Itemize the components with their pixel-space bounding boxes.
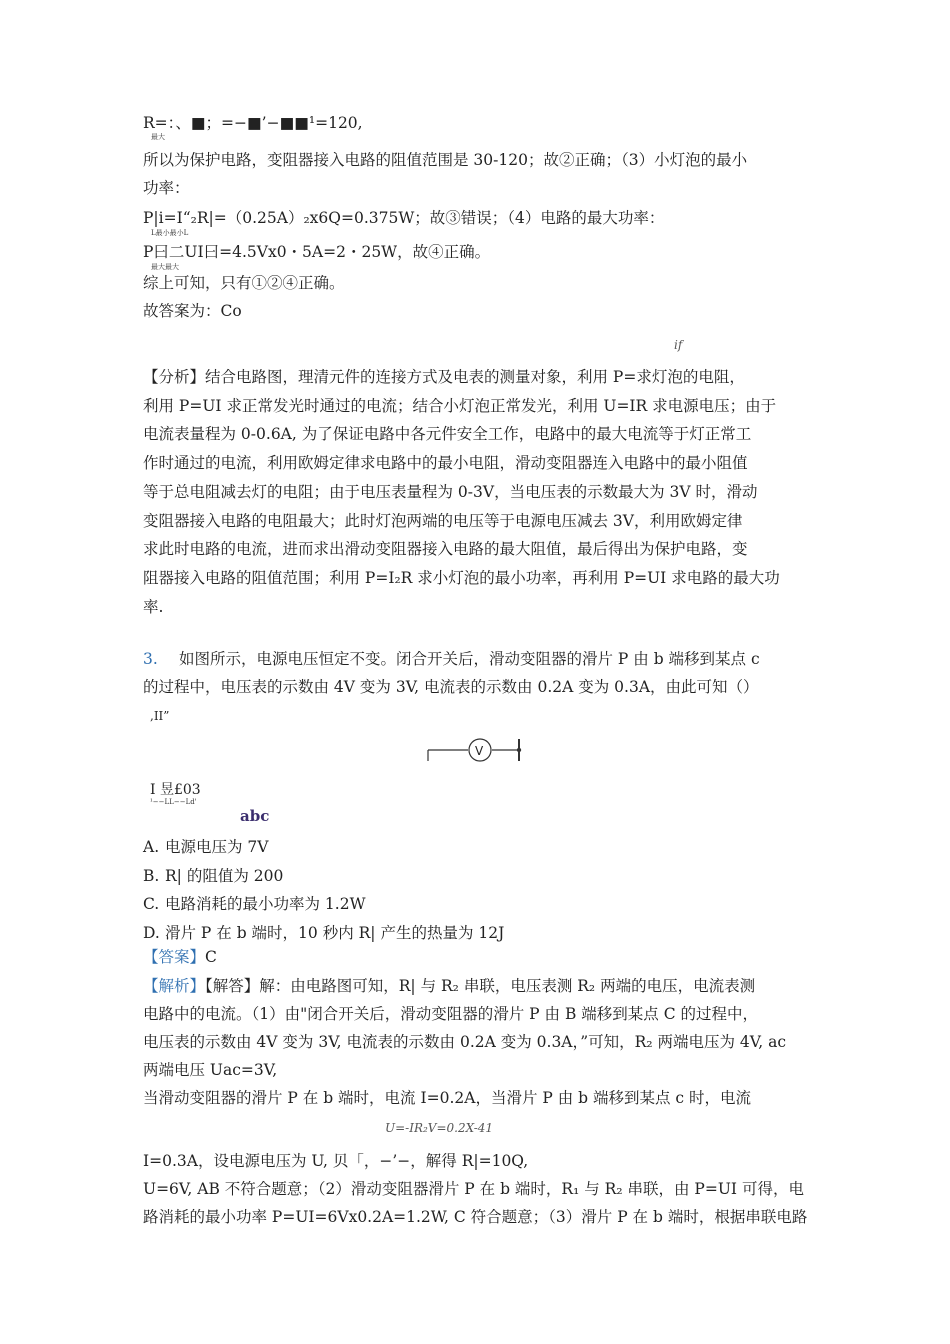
text-line: 变阻器接入电路的电阻最大；此时灯泡两端的电压等于电源电压减去 3V，利用欧姆定律	[143, 511, 743, 530]
text-line: 路消耗的最小功率 P=UI=6Vx0.2A=1.2W, C 符合题意；（3）滑片 P 在 b 端时，根据串联电路	[143, 1208, 808, 1226]
text-line: 等于总电阻减去灯的电阻；由于电压表量程为 0-3V，当电压表的示数最大为 3V 时，滑动	[143, 482, 758, 501]
option-item	[143, 837, 268, 857]
option-text: 电源电压为 7V	[165, 838, 269, 856]
option-text: 滑片 P 在 b 端时，10 秒内 R| 产生的热量为 12J	[165, 923, 505, 942]
solution-tag: 【解析】	[143, 977, 206, 995]
text-line: 功率：	[143, 179, 190, 197]
option-letter: A.	[143, 838, 160, 856]
question-number: 3.	[143, 650, 158, 668]
text-line: 求此时电路的电流，进而求出滑动变阻器接入电路的最大阻值，最后得出为保护电路，变	[143, 540, 748, 559]
text-line: 电路中的电流。（1）由"闭合开关后，滑动变阻器的滑片 P 由 B 端移到某点 C 的过程中，	[143, 1005, 758, 1023]
stray-mark: if	[674, 338, 683, 352]
text-line: I=0.3A，设电源电压为 U, 贝「，−’−，解得 R|=10Q,	[143, 1152, 529, 1170]
text-line: 利用 P=UI 求正常发光时通过的电流；结合小灯泡正常发光，利用 U=IR 求电源电压；由于	[143, 396, 777, 415]
solution-formula: U=-IR₂V=0.2X-41	[385, 1121, 494, 1135]
question-text: 如图所示，电源电压恒定不变。闭合开关后，滑动变阻器的滑片 P 由 b 端移到某点 c	[179, 650, 760, 668]
figure-text: I 昱£03	[150, 782, 201, 798]
formula-line-r-max: R=：、■；=−■’−■■¹=120,	[143, 114, 363, 132]
text-line: 电压表的示数由 4V 变为 3V, 电流表的示数由 0.2A 变为 0.3A，”可知，R₂ 两端电压为 4V, ac	[143, 1033, 787, 1051]
text-line: 【分析】结合电路图，理清元件的连接方式及电表的测量对象，利用 P=求灯泡的电阻，	[143, 368, 745, 386]
question-text: ,II”	[150, 709, 170, 723]
option-letter: D.	[143, 923, 160, 942]
option-text: R| 的阻值为 200	[165, 866, 284, 885]
option-letter: C.	[143, 895, 160, 913]
option-letter: B.	[143, 866, 160, 885]
voltmeter-label: V	[475, 744, 484, 758]
text-line: 综上可知，只有①②④正确。	[143, 274, 345, 292]
text-line: 两端电压 Uac=3V,	[143, 1061, 278, 1079]
option-item	[143, 866, 283, 886]
answer-line: 故答案为：Co	[143, 302, 242, 320]
subscript-max: 最大最大	[151, 263, 179, 271]
subscript-min: L最小最小L	[151, 229, 189, 237]
question-text: 的过程中，电压表的示数由 4V 变为 3V, 电流表的示数由 0.2A 变为 0.3A，由此可知（）	[143, 678, 759, 696]
formula-line-p-min: P|i=I“₂R|=（0.25A）₂x6Q=0.375W；故③错误；（4）电路的最大功率：	[143, 209, 665, 227]
text-line: 电流表量程为 0-0.6A, 为了保证电路中各元件安全工作，电路中的最大电流等于灯正常工	[143, 425, 752, 444]
text-line: 当滑动变阻器的滑片 P 在 b 端时，电流 I=0.2A，当滑片 P 由 b 端移到某点 c 时，电流	[143, 1089, 752, 1107]
solution-text: 【解答】解：由电路图可知，R| 与 R₂ 串联，电压表测 R₂ 两端的电压，电流表测	[205, 977, 756, 995]
option-text: 电路消耗的最小功率为 1.2W	[165, 895, 366, 913]
answer-tag: 【答案】	[143, 948, 206, 966]
text-line: 率.	[143, 597, 164, 616]
formula-line-p-max: P曰二UI曰=4.5Vx0・5A=2・25W，故④正确。	[143, 243, 491, 261]
subscript-max: 最大	[151, 133, 165, 141]
answer-value: C	[205, 948, 217, 966]
junction	[517, 748, 521, 752]
option-item	[143, 923, 504, 943]
text-line: 作时通过的电流，利用欧姆定律求电路中的最小电阻，滑动变阻器连入电路中的最小阻值	[143, 454, 748, 473]
text-line: 阻器接入电路的阻值范围；利用 P=I₂R 求小灯泡的最小功率，再利用 P=UI 求电路的最大功	[143, 568, 780, 587]
option-item	[143, 894, 366, 914]
answer-row	[143, 947, 217, 967]
text-line: U=6V, AB 不符合题意；（2）滑动变阻器滑片 P 在 b 端时，R₁ 与 R₂ 串联，由 P=UI 可得，电	[143, 1180, 804, 1198]
solution-row	[143, 976, 755, 996]
figure-label-abc: abc	[240, 807, 270, 825]
figure-text: ¹−−LL−−Ld'	[150, 798, 197, 806]
text-line: 所以为保护电路，变阻器接入电路的阻值范围是 30-120；故②正确；（3）小灯泡的最小	[143, 151, 748, 169]
